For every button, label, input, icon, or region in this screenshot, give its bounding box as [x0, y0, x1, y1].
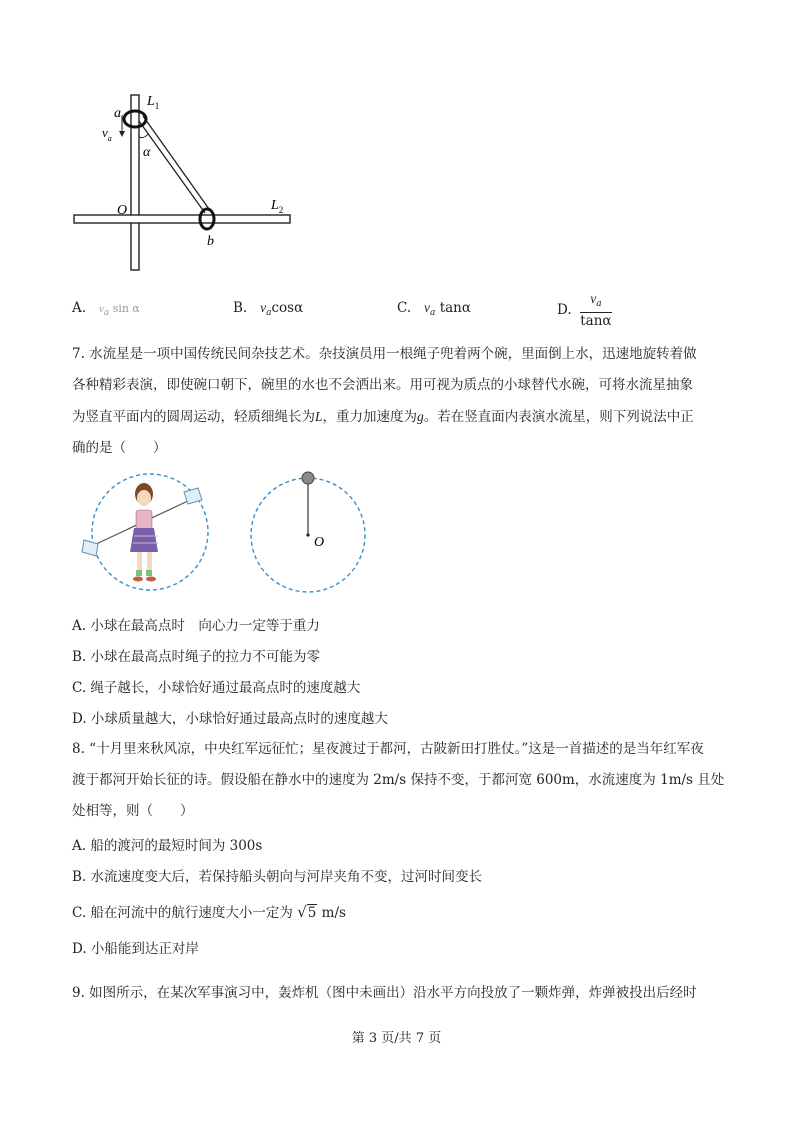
ball — [302, 472, 314, 484]
q7-option-d: D. 小球质量越大，小球恰好通过最高点时的速度越大 — [72, 711, 388, 727]
label-L1: $L_1$ — [147, 94, 160, 111]
q8-stem: 8. “十月里来秋风凉，中央红军远征忙；星夜渡过于都河，古陂新田打胜仗。”这是一首描述的是当年红军夜 渡于都河开始长征的诗。假设船在静水中的速度为 2m/s 保持不变，于都河宽 600m，水流速度为 1m/s 且处 处相等，则（ ） — [72, 741, 725, 819]
label-a: a — [114, 106, 121, 121]
rod-ring-figure — [60, 85, 310, 280]
q7-option-c: C. 绳子越长，小球恰好通过最高点时的速度越大 — [72, 680, 361, 696]
sqrt-symbol: √ — [297, 903, 307, 921]
page-footer: 第 3 页/共 7 页 — [351, 1031, 442, 1046]
vertical-rod — [131, 95, 139, 270]
connecting-rod — [139, 121, 205, 213]
center-point — [306, 533, 309, 536]
label-b: b — [207, 234, 214, 249]
q6-option-d: D. $\frac{v_a}{\tan\alpha}$ — [557, 291, 612, 329]
q8-option-d: D. 小船能到达正对岸 — [72, 941, 199, 957]
label-alpha: α — [143, 145, 151, 160]
label-va: $v_a$ — [102, 125, 112, 143]
fraction: $\frac{v_a}{\tan\alpha}$ — [580, 291, 612, 329]
q6-option-c: C. $v_a$ tanα — [397, 300, 471, 318]
label-L2: $L_2$ — [271, 198, 284, 215]
q6-option-b: B. $v_a\cos\alpha$ — [233, 300, 304, 318]
q8-option-c: C. 船在河流中的航行速度大小一定为 √5 m/s — [72, 903, 346, 921]
q7-stem: 7. 水流星是一项中国传统民间杂技艺术。杂技演员用一根绳子兜着两个碗，里面倒上水，迅速地旋转着做 各种精彩表演，即使碗口朝下，碗里的水也不会洒出来。用可视为质点的小球替代水碗，可将水流星抽象 为竖直平面内的圆周运动，轻质细绳长为L，重力加速度为g。若在竖直面内表演水流星，则下列说法中正 确的是（ ） — [72, 346, 697, 456]
q8-option-a: A. 船的渡河的最短时间为 300s — [72, 838, 263, 854]
q7-option-a: A. 小球在最高点时 向心力一定等于重力 — [72, 618, 320, 634]
water-meteor-performer-figure — [78, 470, 218, 600]
q9-stem: 9. 如图所示，在某次军事演习中，轰炸机（图中未画出）沿水平方向投放了一颗炸弹，炸弹被投出后经时 — [72, 985, 697, 1001]
label-O: O — [117, 203, 128, 218]
q8-option-b: B. 水流速度变大后，若保持船头朝向与河岸夹角不变，过河时间变长 — [72, 869, 483, 885]
horizontal-rod — [74, 215, 290, 223]
q6-option-a: A. $v_a$ sin α — [72, 300, 140, 318]
ball-circle-figure — [246, 466, 376, 596]
q7-option-b: B. 小球在最高点时绳子的拉力不可能为零 — [72, 649, 321, 665]
alpha-arc — [139, 134, 148, 138]
girl-performer — [130, 483, 158, 582]
label-O: O — [314, 535, 325, 550]
bowl-left — [82, 540, 98, 556]
